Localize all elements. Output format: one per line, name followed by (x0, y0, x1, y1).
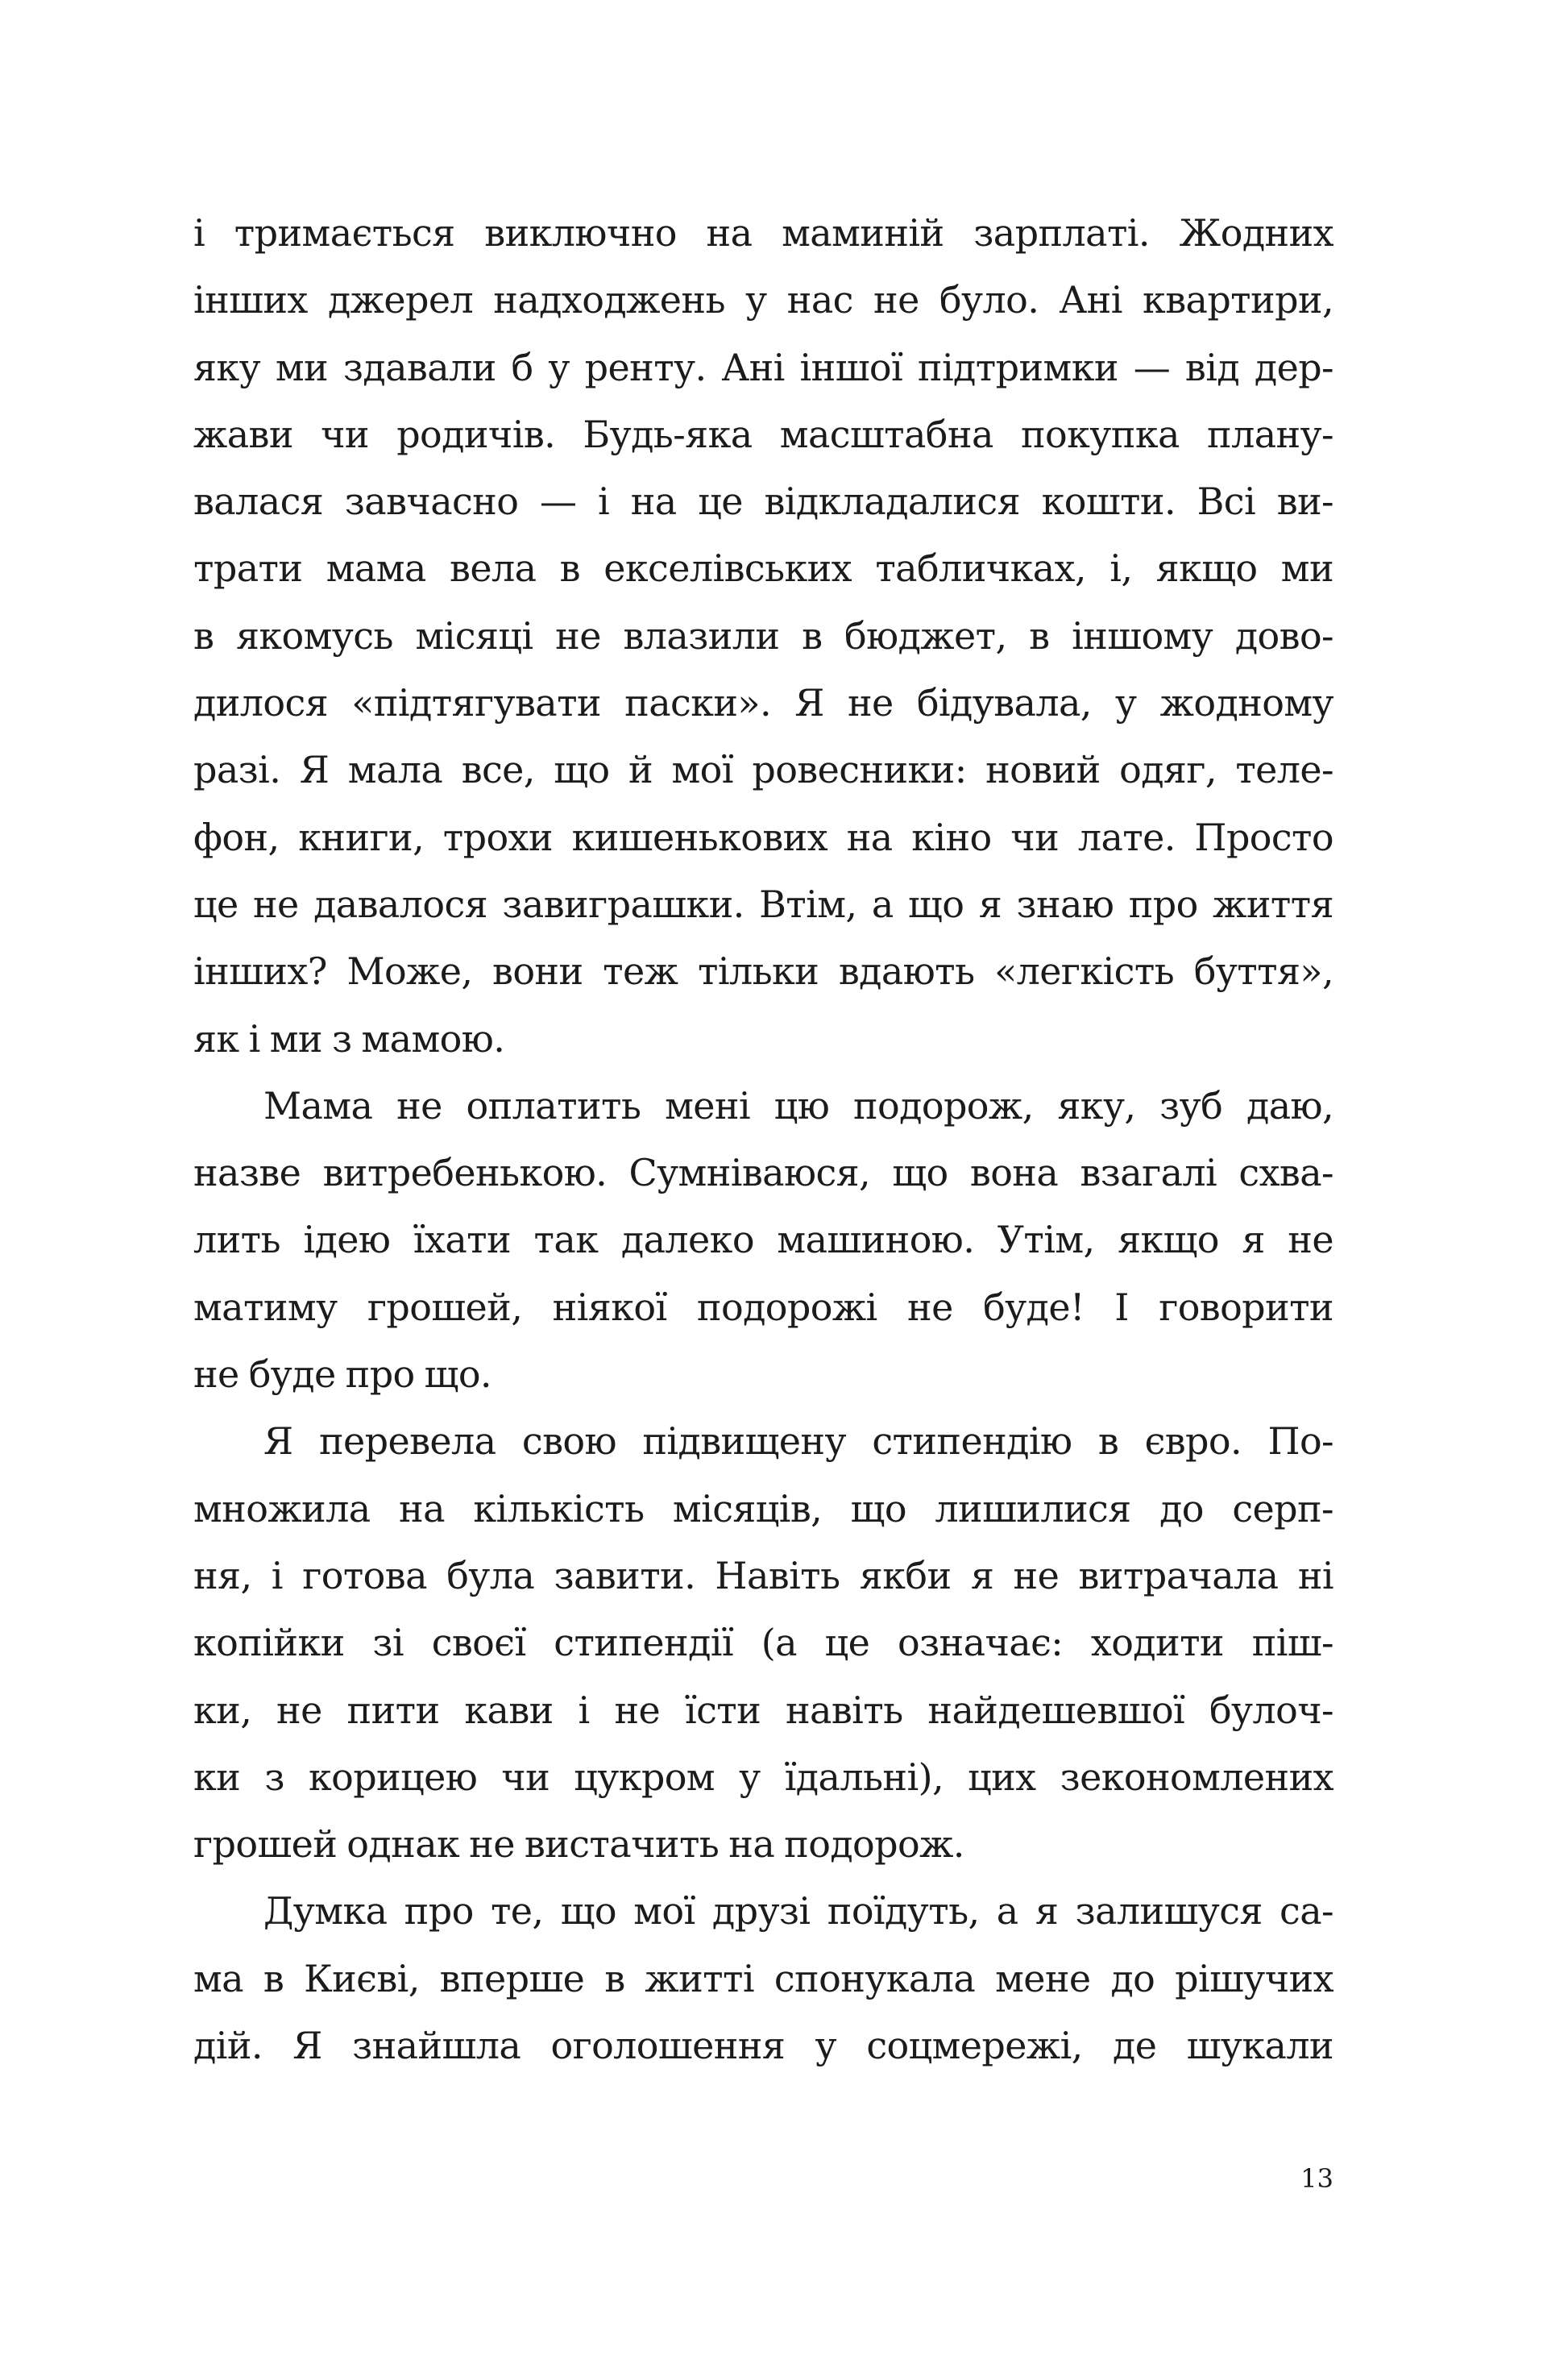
text-line: матиму грошей, ніякої подорожі не буде! І говорити (193, 1285, 1333, 1329)
text-line: множила на кількість місяців, що лишилися до серп- (193, 1486, 1333, 1531)
text-line: дилося «підтягувати паски». Я не бідувала, у жодному (193, 681, 1333, 725)
text-line: лить ідею їхати так далеко машиною. Утім, якщо я не (193, 1218, 1333, 1262)
text-line: разі. Я мала все, що й мої ровесники: новий одяг, теле- (193, 748, 1333, 792)
text-line: в якомусь місяці не влазили в бюджет, в іншому дово- (193, 613, 1333, 658)
text-line: це не давалося завиграшки. Втім, а що я знаю про життя (193, 882, 1333, 926)
text-line: не буде про що. (193, 1352, 491, 1397)
text-line: ки, не пити кави і не їсти навіть найдешевшої булоч- (193, 1688, 1333, 1732)
text-line: ки з корицею чи цукром у їдальні), цих зекономлених (193, 1755, 1333, 1799)
text-line: яку ми здавали б у ренту. Ані іншої підтримки — від дер- (193, 345, 1333, 389)
text-line: Мама не оплатить мені цю подорож, яку, зуб даю, (263, 1083, 1333, 1128)
text-line: трати мама вела в екселівських табличках, і, якщо ми (193, 546, 1333, 591)
text-line: дій. Я знайшла оголошення у соцмережі, де шукали (193, 2024, 1333, 2068)
text-line: грошей однак не вистачить на подорож. (193, 1822, 964, 1867)
text-line: і тримається виключно на маминій зарплаті. Жодних (193, 211, 1333, 255)
book-page-body (193, 200, 1333, 2079)
text-line: Думка про те, що мої друзі поїдуть, а я залишуся са- (263, 1889, 1333, 1933)
text-line: копійки зі своєї стипендії (а це означає: ходити піш- (193, 1621, 1333, 1665)
paragraph (193, 200, 1333, 1073)
paragraph (193, 1408, 1333, 1878)
text-line: як і ми з мамою. (193, 1016, 505, 1061)
text-line: валася завчасно — і на це відкладалися кошти. Всі ви- (193, 480, 1333, 524)
text-line: назве витребенькою. Сумніваюся, що вона взагалі схва- (193, 1151, 1333, 1195)
page-number: 13 (1300, 2163, 1333, 2194)
text-line: інших? Може, вони теж тільки вдають «легкість буття», (193, 949, 1333, 994)
text-line: ма в Києві, вперше в житті спонукала мене до рішучих (193, 1956, 1333, 2000)
paragraph (193, 1073, 1333, 1408)
text-line: інших джерел надходжень у нас не було. Ані квартири, (193, 278, 1333, 322)
text-line: ня, і готова була завити. Навіть якби я не витрачала ні (193, 1553, 1333, 1597)
text-line: фон, книги, трохи кишенькових на кіно чи лате. Просто (193, 815, 1333, 859)
text-line: Я перевела свою підвищену стипендію в євро. По- (263, 1419, 1333, 1464)
paragraph (193, 1878, 1333, 2079)
text-line: жави чи родичів. Будь-яка масштабна покупка плану- (193, 412, 1333, 456)
